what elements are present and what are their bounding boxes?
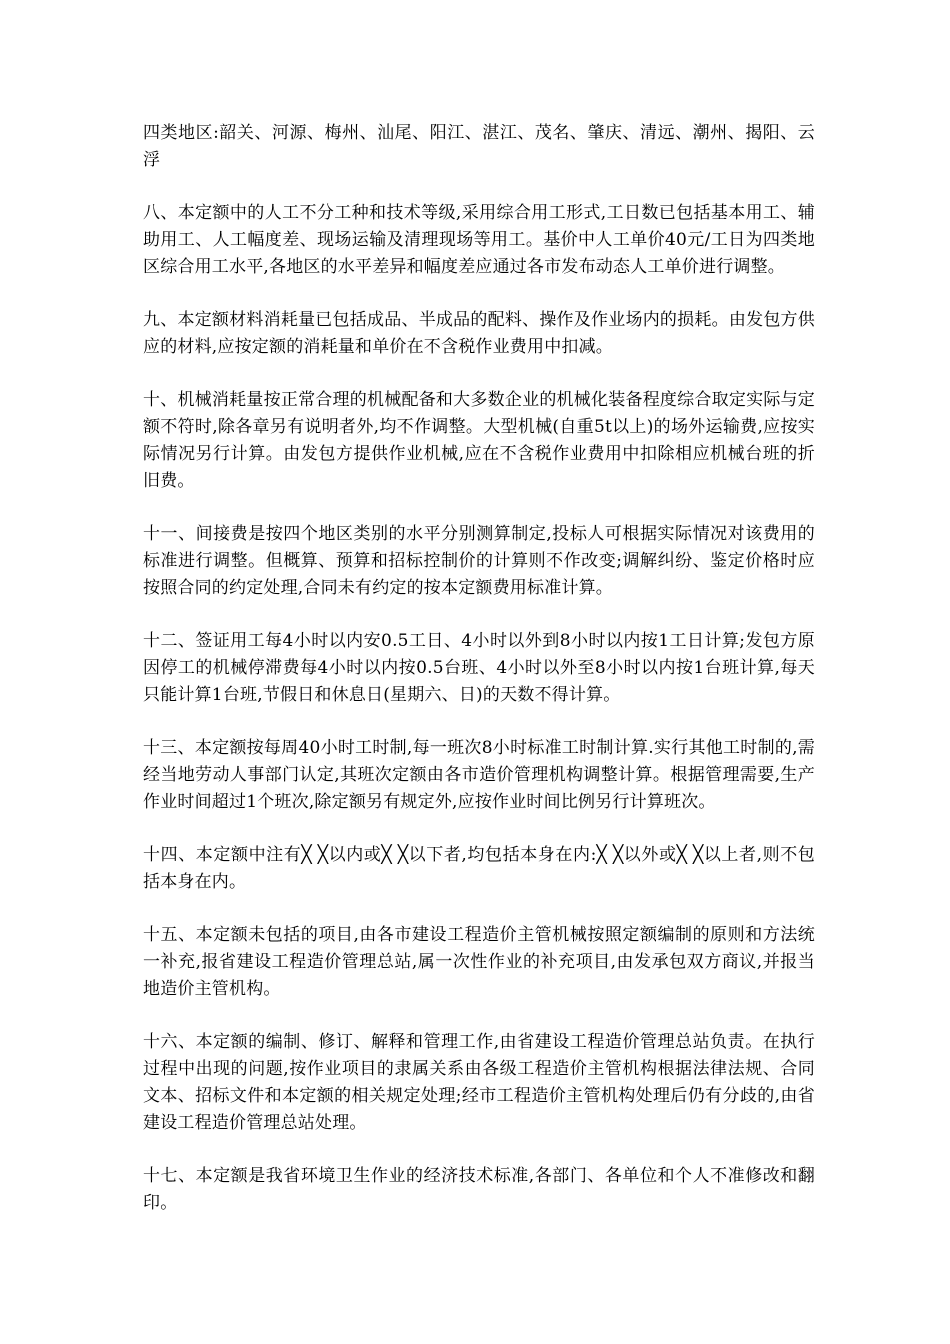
clause-15-supplement-paragraph: 十五、本定额未包括的项目,由各市建设工程造价主管机械按照定额编制的原则和方法统一补充,报省建设工程造价管理总站,属一次性作业的补充项目,由发承包双方商议,并报当地造价主管机构。 — [143, 925, 815, 999]
clause-17-standard-paragraph: 十七、本定额是我省环境卫生作业的经济技术标准,各部门、各单位和个人不准修改和翻印。 — [143, 1166, 815, 1213]
clause-14-range-paragraph: 十四、本定额中注有╳ ╳以内或╳ ╳以下者,均包括本身在内:╳ ╳以外或╳ ╳以上者,则不包括本身在内。 — [143, 845, 815, 892]
region-category-4-paragraph: 四类地区:韶关、河源、梅州、汕尾、阳江、湛江、茂名、肇庆、清远、潮州、揭阳、云浮 — [143, 123, 815, 170]
clause-9-materials-paragraph: 九、本定额材料消耗量已包括成品、半成品的配料、操作及作业场内的损耗。由发包方供应的材料,应按定额的消耗量和单价在不含税作业费用中扣减。 — [143, 310, 815, 357]
clause-12-visa-labor-paragraph: 十二、签证用工每4小时以内安0.5工日、4小时以外到8小时以内按1工日计算;发包方原因停工的机械停滞费每4小时以内按0.5台班、4小时以外至8小时以内按1台班计算,每天只能计算1台班,节假日和休息日(星期六、日)的天数不得计算。 — [143, 631, 815, 705]
clause-10-machinery-paragraph: 十、机械消耗量按正常合理的机械配备和大多数企业的机械化装备程度综合取定实际与定额不符时,除各章另有说明者外,均不作调整。大型机械(自重5t以上)的场外运输费,应按实际情况另行计算。由发包方提供作业机械,应在不含税作业费用中扣除相应机械台班的折旧费。 — [143, 390, 815, 491]
clause-11-indirect-cost-paragraph: 十一、间接费是按四个地区类别的水平分别测算制定,投标人可根据实际情况对该费用的标准进行调整。但概算、预算和招标控制价的计算则不作改变;调解纠纷、鉴定价格时应按照合同的约定处理,合同未有约定的按本定额费用标准计算。 — [143, 524, 815, 598]
clause-8-labor-paragraph: 八、本定额中的人工不分工种和技术等级,采用综合用工形式,工日数已包括基本用工、辅助用工、人工幅度差、现场运输及清理现场等用工。基价中人工单价40元/工日为四类地区综合用工水平,各地区的水平差异和幅度差应通过各市发布动态人工单价进行调整。 — [143, 203, 815, 277]
clause-13-working-hours-paragraph: 十三、本定额按每周40小时工时制,每一班次8小时标准工时制计算.实行其他工时制的,需经当地劳动人事部门认定,其班次定额由各市造价管理机构调整计算。根据管理需要,生产作业时间超过1个班次,除定额另有规定外,应按作业时间比例另行计算班次。 — [143, 738, 815, 812]
clause-16-management-paragraph: 十六、本定额的编制、修订、解释和管理工作,由省建设工程造价管理总站负责。在执行过程中出现的问题,按作业项目的隶属关系由各级工程造价主管机构根据法律法规、合同文本、招标文件和本定额的相关规定处理;经市工程造价主管机构处理后仍有分歧的,由省建设工程造价管理总站处理。 — [143, 1032, 815, 1133]
document-page — [143, 120, 815, 1243]
